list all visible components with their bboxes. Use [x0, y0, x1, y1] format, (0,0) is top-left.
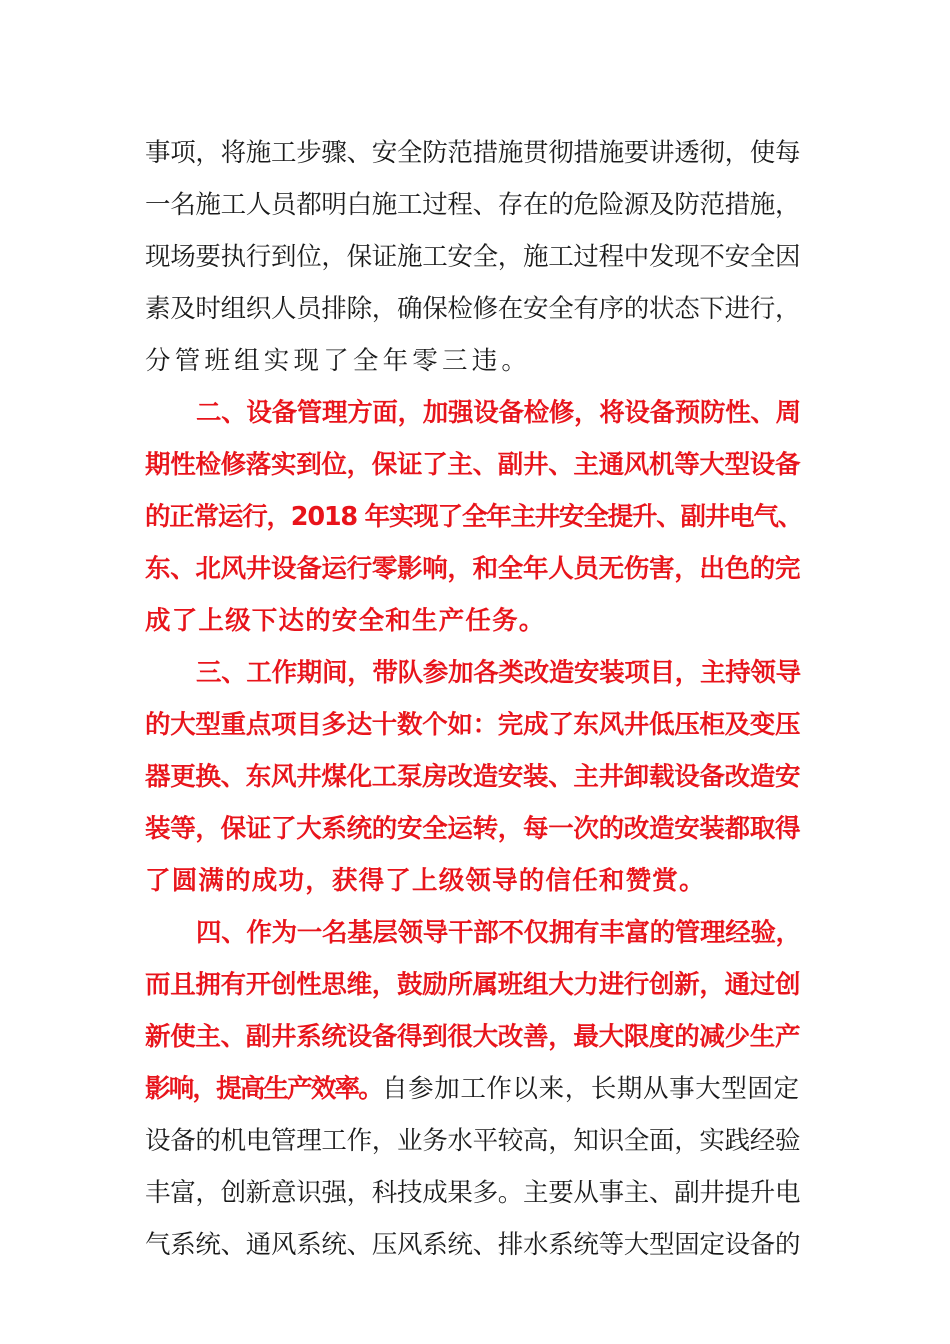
- para-four-line-7: 气系统、通风系统、压风系统、排水系统等大型固定设备的: [145, 1230, 801, 1260]
- para-three-line-1: 三、工作期间，带队参加各类改造安装项目，主持领导: [196, 658, 801, 688]
- para-three-line-5: 了圆满的成功，获得了上级领导的信任和赞赏。: [145, 866, 706, 896]
- para-two-line-4: 东、北风井设备运行零影响，和全年人员无伤害，出色的完: [145, 554, 801, 584]
- para-four-line-4: [145, 1069, 805, 1109]
- intro-line-2: 一名施工人员都明白施工过程、存在的危险源及防范措施，: [145, 190, 801, 220]
- para-four-continuation: 自参加工作以来，长期从事大型固定: [382, 1074, 800, 1104]
- para-four-line-6: 丰富，创新意识强，科技成果多。主要从事主、副井提升电: [145, 1178, 801, 1208]
- para-four-line-5: 设备的机电管理工作，业务水平较高，知识全面，实践经验: [145, 1126, 801, 1156]
- para-three-line-2: 的大型重点项目多达十数个如：完成了东风井低压柜及变压: [145, 710, 801, 740]
- para-three-line-4: 装等，保证了大系统的安全运转，每一次的改造安装都取得: [145, 814, 801, 844]
- para-four-line-1: 四、作为一名基层领导干部不仅拥有丰富的管理经验，: [196, 918, 801, 948]
- para-four-line-3: 新使主、副井系统设备得到很大改善，最大限度的减少生产: [145, 1022, 801, 1052]
- para-two-line-1: 二、设备管理方面，加强设备检修，将设备预防性、周: [196, 398, 801, 428]
- intro-line-5: 分管班组实现了全年零三违。: [145, 346, 532, 376]
- para-two-line-2: 期性检修落实到位，保证了主、副井、主通风机等大型设备: [145, 450, 801, 480]
- para-two-line-3: 的正常运行，2018 年实现了全年主井安全提升、副井电气、: [145, 502, 803, 532]
- para-two-line-5: 成了上级下达的安全和生产任务。: [145, 606, 546, 636]
- para-four-highlight: 影响，提高生产效率。: [145, 1074, 383, 1104]
- intro-line-1: 事项，将施工步骤、安全防范措施贯彻措施要讲透彻，使每: [145, 138, 801, 168]
- para-three-line-3: 器更换、东风井煤化工泵房改造安装、主井卸载设备改造安: [145, 762, 801, 792]
- intro-line-4: 素及时组织人员排除，确保检修在安全有序的状态下进行，: [145, 294, 801, 324]
- para-four-line-2: 而且拥有开创性思维，鼓励所属班组大力进行创新，通过创: [145, 970, 801, 1000]
- intro-line-3: 现场要执行到位，保证施工安全，施工过程中发现不安全因: [145, 242, 801, 272]
